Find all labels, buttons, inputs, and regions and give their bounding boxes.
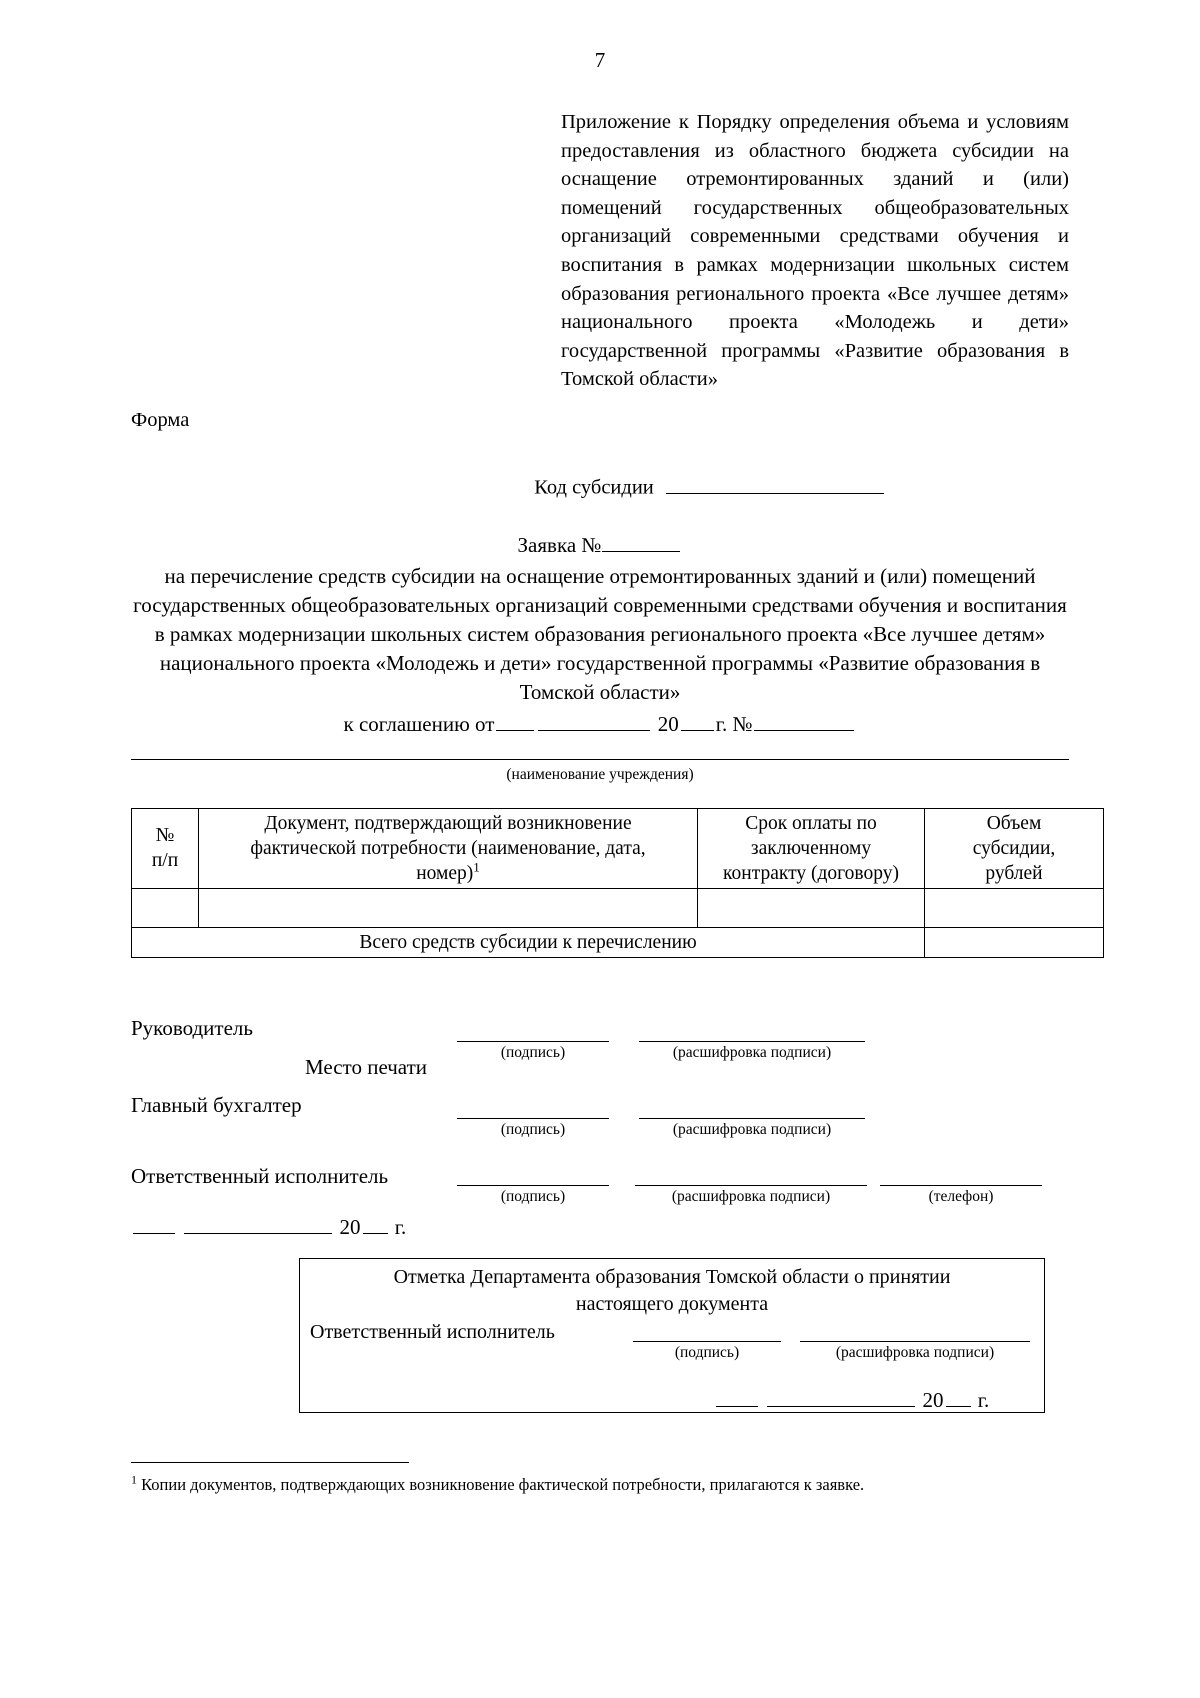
table-header-row [132,808,1104,888]
table-row [132,888,1104,927]
agreement-year-prefix: 20 [657,711,679,736]
department-transcript-caption: (расшифровка подписи) [835,1344,995,1361]
signature-date-row [131,1212,406,1240]
department-responsible-label: Ответственный исполнитель [310,1321,555,1343]
department-signature-caption: (подпись) [674,1344,740,1361]
department-date-month-input[interactable] [767,1385,915,1407]
table-total-value[interactable] [925,927,1104,957]
table-header-term-line3: контракту (договору) [723,862,899,884]
table-header-footnote-marker: 1 [473,859,480,875]
subsidy-code-row [131,472,1069,500]
responsible-phone-line [880,1185,1042,1186]
agreement-row [131,709,1069,737]
accountant-transcript-line [639,1118,865,1119]
department-transcript-line [800,1341,1030,1342]
department-date-year-input[interactable] [946,1385,971,1407]
subsidy-code-input[interactable] [666,472,884,494]
director-signature-caption: (подпись) [500,1044,566,1061]
agreement-year-input[interactable] [681,709,714,731]
director-transcript-caption: (расшифровка подписи) [672,1044,832,1061]
subsidy-code-label: Код субсидии [534,476,654,499]
page-number: 7 [594,48,606,72]
responsible-phone-field[interactable] [880,1185,1042,1207]
department-transcript-field[interactable] [800,1341,1030,1363]
accountant-signature-caption: (подпись) [500,1121,566,1138]
department-date-year-suffix: г. [977,1388,990,1412]
director-signature-field[interactable] [457,1041,609,1063]
table-header-document-line3-text: номер) [416,862,474,884]
table-cell-number[interactable] [132,888,199,927]
application-description: на перечисление средств субсидии на оснащение отремонтированных зданий и (или) помещений государственных общеобразовательных организаций современными средствами обучения и воспитания в рамках модернизации школьных систем образования регионального проекта «Все лучшее детям» национального проекта «Молодежь и дети» государственной программы «Развитие образования в Томской области» [133,563,1067,704]
responsible-transcript-field[interactable] [635,1185,867,1207]
responsible-person-label: Ответственный исполнитель [131,1164,389,1188]
department-signature-field[interactable] [633,1341,781,1363]
responsible-transcript-caption: (расшифровка подписи) [671,1188,831,1205]
table-header-amount [925,808,1104,888]
accountant-transcript-caption: (расшифровка подписи) [672,1121,832,1138]
application-title-row [131,530,1069,558]
table-header-document-line2: фактической потребности (наименование, дата, [250,837,646,859]
table-cell-document[interactable] [199,888,698,927]
table-header-document-line3 [203,861,693,886]
accountant-transcript-field[interactable] [639,1118,865,1140]
application-number-input[interactable] [602,530,680,552]
department-box-title [300,1259,1044,1318]
signature-date-year-suffix: г. [394,1215,407,1239]
department-signature-line [633,1341,781,1342]
department-box-title-line1: Отметка Департамента образования Томской области о принятии [393,1266,951,1288]
footnote [131,1474,1061,1496]
footnote-text: Копии документов, подтверждающих возникновение фактической потребности, прилагаются к заявке. [141,1475,865,1494]
director-transcript-field[interactable] [639,1041,865,1063]
table-header-number-line2: п/п [151,850,179,872]
table-header-document [199,808,698,888]
table-cell-term[interactable] [698,888,925,927]
table-total-row [132,927,1104,957]
accountant-label: Главный бухгалтер [131,1093,302,1117]
table-header-amount-line1: Объем [986,812,1042,834]
responsible-signature-field[interactable] [457,1185,609,1207]
agreement-month-input[interactable] [538,709,650,731]
subsidy-table [131,808,1104,958]
table-total-label: Всего средств субсидии к перечислению [132,927,925,957]
table-header-amount-line3: рублей [985,862,1043,884]
table-cell-amount[interactable] [925,888,1104,927]
document-content [131,0,1069,958]
application-title-label: Заявка № [517,532,602,557]
department-box-title-line2: настоящего документа [575,1293,769,1315]
director-transcript-line [639,1041,865,1042]
department-date-day-input[interactable] [716,1385,758,1407]
footnote-marker: 1 [131,1472,137,1487]
appendix-reference-text: Приложение к Порядку определения объема и условиям предоставления из областного бюджета субсидии на оснащение отремонтированных зданий и (или) помещений государственных общеобразовательных организаций современными средствами обучения и воспитания в рамках модернизации школьных систем образования регионального проекта «Все лучшее детям» национального проекта «Молодежь и дети» государственной программы «Развитие образования в Томской области» [561,111,1069,391]
agreement-number-input[interactable] [754,709,854,731]
organization-name-caption: (наименование учреждения) [506,765,694,783]
form-label: Форма [131,408,190,431]
signature-date-day-input[interactable] [133,1212,175,1234]
department-acceptance-box [299,1258,1045,1413]
director-signature-line [457,1041,609,1042]
accountant-signature-field[interactable] [457,1118,609,1140]
table-header-number [132,808,199,888]
appendix-reference-block [561,108,1069,394]
accountant-signature-line [457,1118,609,1119]
responsible-signature-line [457,1185,609,1186]
department-date-year-prefix: 20 [922,1388,944,1412]
signature-date-year-input[interactable] [363,1212,388,1234]
responsible-transcript-line [635,1185,867,1186]
signature-date-year-prefix: 20 [339,1215,361,1239]
footnote-separator [131,1462,409,1463]
stamp-place-label: Место печати [305,1055,428,1079]
table-header-term-line2: заключенному [750,837,872,859]
agreement-day-input[interactable] [496,709,534,731]
department-date-row [714,1385,989,1413]
table-header-number-line1: № [155,825,175,847]
organization-name-input[interactable] [131,759,1069,760]
table-header-term-line1: Срок оплаты по [745,812,877,834]
responsible-signature-caption: (подпись) [500,1188,566,1205]
agreement-prefix-label: к соглашению от [343,711,495,736]
responsible-phone-caption: (телефон) [928,1188,994,1205]
table-header-document-line1: Документ, подтверждающий возникновение [264,812,632,834]
director-label: Руководитель [131,1016,253,1040]
agreement-year-suffix: г. № [715,711,753,736]
table-header-amount-line2: субсидии, [972,837,1056,859]
signature-date-month-input[interactable] [184,1212,332,1234]
table-header-payment-term [698,808,925,888]
